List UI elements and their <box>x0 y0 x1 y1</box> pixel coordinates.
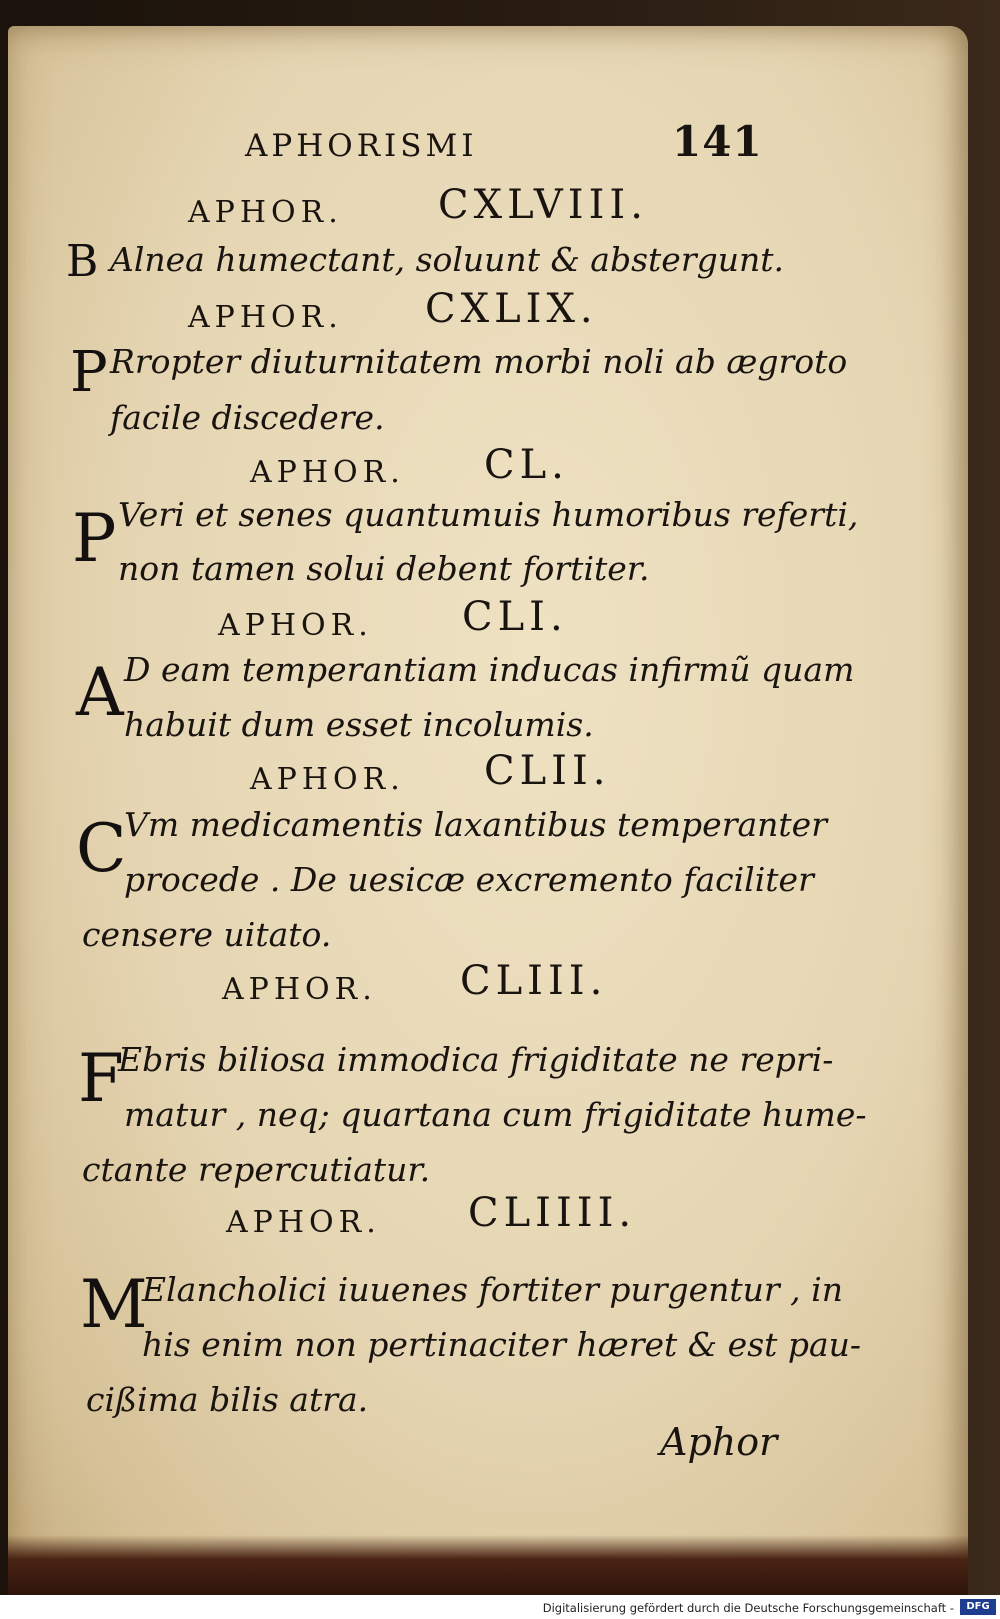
aphorism-label: APHOR. <box>226 1205 381 1240</box>
drop-initial: F <box>78 1040 124 1117</box>
aphorism-text-line: ctante repercutiatur. <box>82 1150 431 1189</box>
drop-initial: P <box>72 500 117 577</box>
aphorism-numeral: CLII. <box>484 748 611 794</box>
aphorism-text-line: Vm medicamentis laxantibus temperanter <box>124 805 827 844</box>
aphorism-text-line: censere uitato. <box>82 915 332 954</box>
aphorism-text-line: Alnea humectant, soluunt & abstergunt. <box>110 240 784 279</box>
drop-initial: C <box>76 810 127 887</box>
drop-initial: A <box>76 654 124 731</box>
aphorism-label: APHOR. <box>250 455 405 490</box>
aphorism-label: APHOR. <box>250 762 405 797</box>
aphorism-text-line: matur , neq; quartana cum frigiditate hume- <box>124 1095 867 1134</box>
aphorism-numeral: CXLIX. <box>425 286 598 332</box>
drop-initial: M <box>80 1266 148 1343</box>
page-lower-edge <box>8 1535 968 1595</box>
aphorism-text-line: his enim non pertinaciter hæret & est pau- <box>142 1325 862 1364</box>
aphorism-numeral: CLIIII. <box>468 1190 637 1236</box>
aphorism-text-line: habuit dum esset incolumis. <box>124 705 594 744</box>
aphorism-text-line: non tamen solui debent fortiter. <box>118 549 650 588</box>
aphorism-text-line: Rropter diuturnitatem morbi noli ab ægroto <box>110 342 848 381</box>
aphorism-numeral: CLIII. <box>460 958 608 1004</box>
aphorism-text-line: Ebris biliosa immodica frigiditate ne repri- <box>118 1040 834 1079</box>
aphorism-label: APHOR. <box>188 195 343 230</box>
running-head: APHORISMI <box>245 128 478 164</box>
drop-initial: P <box>70 340 108 405</box>
dfg-logo-icon: DFG <box>960 1599 996 1615</box>
aphorism-text-line: Veri et senes quantumuis humoribus referti, <box>118 495 859 534</box>
aphorism-label: APHOR. <box>218 608 373 643</box>
aphorism-text-line: procede . De uesicæ excremento faciliter <box>124 860 814 899</box>
aphorism-label: APHOR. <box>222 972 377 1007</box>
aphorism-text-line: Elancholici iuuenes fortiter purgentur , in <box>142 1270 843 1309</box>
page-number: 141 <box>672 117 763 166</box>
aphorism-text-line: D eam temperantiam inducas infirmũ quam <box>124 650 855 689</box>
aphorism-numeral: CXLVIII. <box>438 182 648 228</box>
aphorism-numeral: CLI. <box>462 594 568 640</box>
aphorism-label: APHOR. <box>188 300 343 335</box>
aphorism-numeral: CL. <box>484 442 569 488</box>
drop-initial: B <box>66 236 99 287</box>
digitization-credit: Digitalisierung gefördert durch die Deutsche Forschungsgemeinschaft - <box>542 1601 954 1615</box>
aphorism-text-line: facile discedere. <box>110 398 385 437</box>
aphorism-text-line: cißima bilis atra. <box>86 1380 369 1419</box>
catchword: Aphor <box>660 1420 778 1464</box>
